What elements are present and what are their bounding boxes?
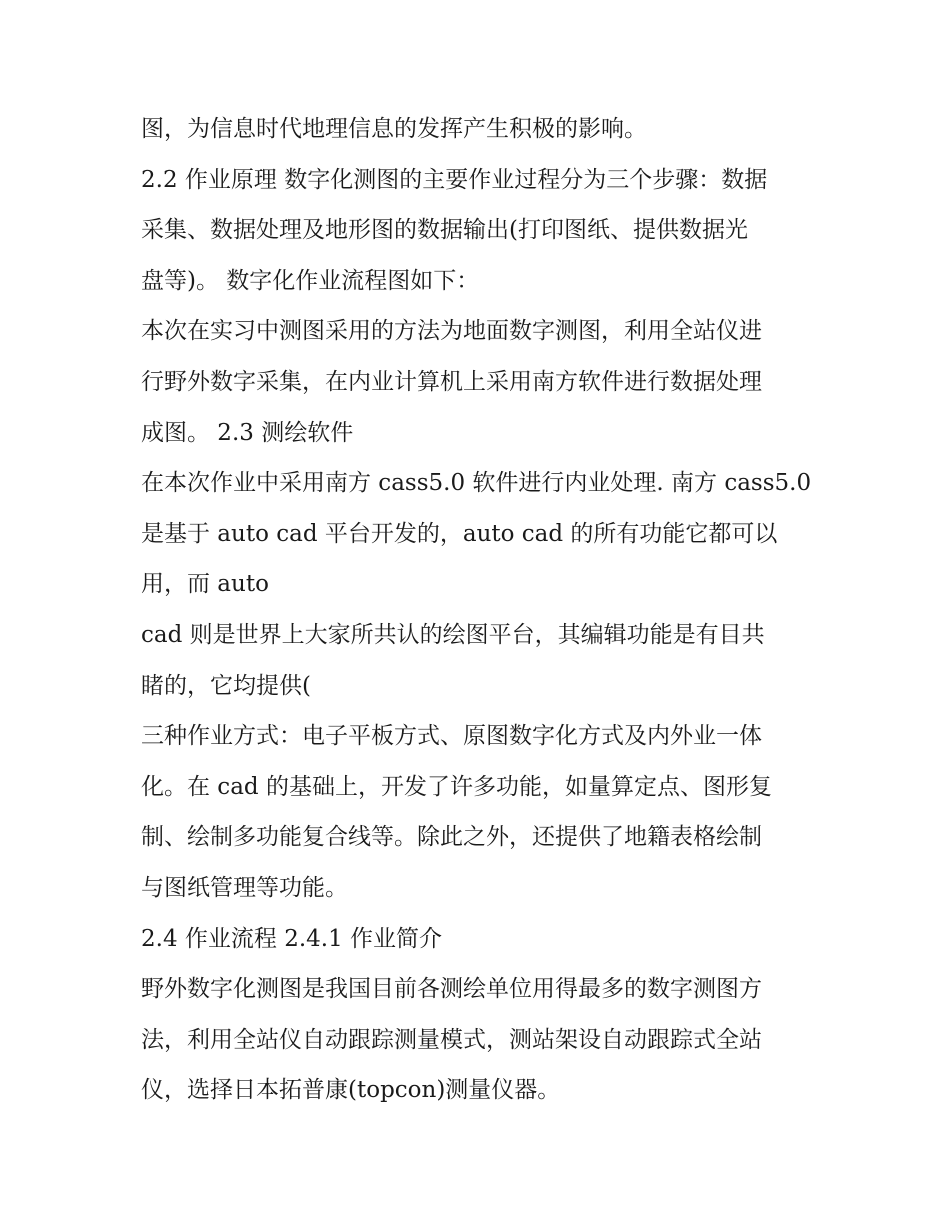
text-line: 2.4 作业流程 2.4.1 作业简介 bbox=[141, 925, 443, 952]
text-line: 野外数字化测图是我国目前各测绘单位用得最多的数字测图方 bbox=[141, 976, 762, 1003]
text-line: 用，而 auto bbox=[141, 571, 269, 598]
text-line: cad 则是世界上大家所共认的绘图平台，其编辑功能是有目共 bbox=[141, 621, 765, 648]
text-line: 化。在 cad 的基础上，开发了许多功能，如量算定点、图形复 bbox=[141, 773, 772, 800]
text-line: 仪，选择日本拓普康(topcon)测量仪器。 bbox=[141, 1077, 561, 1104]
text-line: 成图。 2.3 测绘软件 bbox=[141, 419, 354, 446]
text-line: 行野外数字采集，在内业计算机上采用南方软件进行数据处理 bbox=[141, 368, 762, 395]
text-line: 在本次作业中采用南方 cass5.0 软件进行内业处理. 南方 cass5.0 bbox=[141, 470, 812, 497]
text-line: 盘等)。 数字化作业流程图如下： bbox=[141, 267, 480, 294]
text-line: 采集、数据处理及地形图的数据输出(打印图纸、提供数据光 bbox=[141, 217, 748, 244]
document-body bbox=[141, 104, 821, 1116]
text-line: 是基于 auto cad 平台开发的，auto cad 的所有功能它都可以 bbox=[141, 520, 778, 547]
text-line: 本次在实习中测图采用的方法为地面数字测图，利用全站仪进 bbox=[141, 318, 762, 345]
text-line: 2.2 作业原理 数字化测图的主要作业过程分为三个步骤：数据 bbox=[141, 166, 768, 193]
text-line: 睹的，它均提供( bbox=[141, 672, 311, 699]
text-line: 三种作业方式：电子平板方式、原图数字化方式及内外业一体 bbox=[141, 723, 762, 750]
text-line: 法，利用全站仪自动跟踪测量模式，测站架设自动跟踪式全站 bbox=[141, 1026, 762, 1053]
text-line: 图，为信息时代地理信息的发挥产生积极的影响。 bbox=[141, 116, 647, 142]
text-line: 与图纸管理等功能。 bbox=[141, 874, 348, 901]
text-line: 制、绘制多功能复合线等。除此之外，还提供了地籍表格绘制 bbox=[141, 824, 762, 851]
